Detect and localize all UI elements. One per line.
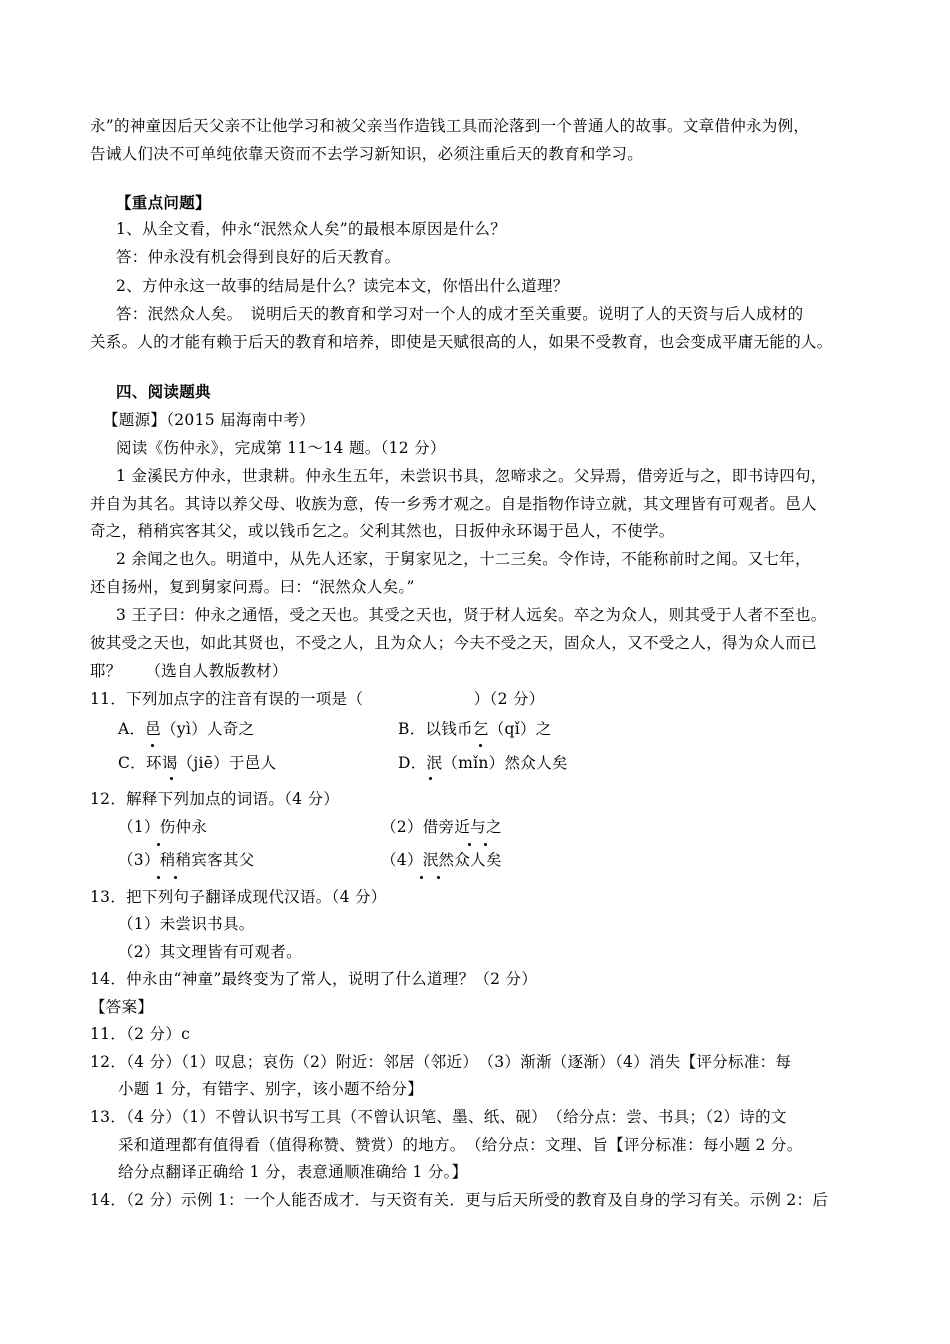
reading-instruction: 阅读《伤仲永》，完成第 11～14 题。（12 分） bbox=[116, 439, 446, 457]
emphasis-dot bbox=[157, 843, 160, 846]
emphasis-dot bbox=[157, 876, 160, 879]
emphasis-dot bbox=[420, 876, 423, 879]
answer-12-line-1: 12．（4 分）（1）叹息；哀伤（2）附近：邻居（邻近） （3）渐渐（逐渐）（4）消失【评分标准：每 bbox=[90, 1053, 792, 1071]
passage-p1-line-2: 并自为其名。其诗以养父母、收族为意，传一乡秀才观之。自是指物作诗立就，其文理皆有可观者。邑人 bbox=[90, 495, 817, 513]
key-answer-1: 答：仲永没有机会得到良好的后天教育。 bbox=[116, 248, 401, 266]
key-question-2: 2、方仲永这一故事的结局是什么？读完本文，你悟出什么道理？ bbox=[116, 277, 569, 295]
question-13: 13．把下列句子翻译成现代汉语。（4 分） bbox=[90, 888, 387, 906]
passage-p1-line-3: 奇之，稍稍宾客其父，或以钱币乞之。父利其然也，日扳仲永环谒于邑人，不使学。 bbox=[90, 522, 675, 540]
passage-p3-line-3: 耶？ （选自人教版教材） bbox=[90, 662, 288, 680]
passage-p2-line-1: 2 余闻之也久。明道中，从先人还家，于舅家见之，十二三矣。令作诗，不能称前时之闻。又七年， bbox=[116, 550, 811, 568]
question-12-item-2: （2）借旁近与之 bbox=[381, 818, 502, 836]
question-11: 11．下列加点字的注音有误的一项是（ ）（2 分） bbox=[90, 690, 545, 708]
question-14: 14．仲永由“神童”最终变为了常人，说明了什么道理？（2 分） bbox=[90, 970, 538, 988]
question-11-option-a: A．邑（yì）人奇之 bbox=[118, 720, 255, 738]
reading-source: 【题源】（2015 届海南中考） bbox=[103, 411, 315, 429]
emphasis-dot bbox=[151, 744, 154, 747]
answers-heading: 【答案】 bbox=[90, 998, 154, 1016]
intro-line-2: 告诫人们决不可单纯依靠天资而不去学习新知识，必须注重后天的教育和学习。 bbox=[90, 145, 644, 163]
emphasis-dot bbox=[484, 843, 487, 846]
question-11-option-c: C．环谒（jiē）于邑人 bbox=[118, 754, 277, 772]
passage-p3-line-1: 3 王子曰：仲永之通悟，受之天也。其受之天也，贤于材人远矣。卒之为众人，则其受于人者不至也。 bbox=[116, 606, 827, 624]
question-12-item-3: （3）稍稍宾客其父 bbox=[118, 851, 255, 869]
intro-line-1: 永”的神童因后天父亲不让他学习和被父亲当作造钱工具而沦落到一个普通人的故事。文章借仲永为例， bbox=[90, 117, 810, 135]
question-11-option-b: B．以钱币乞（qǐ）之 bbox=[398, 720, 552, 738]
emphasis-dot bbox=[429, 777, 432, 780]
emphasis-dot bbox=[170, 777, 173, 780]
question-12-item-1: （1）伤仲永 bbox=[118, 818, 208, 836]
answer-14-line-1: 14．（2 分）示例 1：一个人能否成才．与天资有关．更与后天所受的教育及自身的学习有关。示例 2：后 bbox=[90, 1191, 829, 1209]
emphasis-dot bbox=[468, 843, 471, 846]
key-questions-heading: 【重点问题】 bbox=[116, 194, 211, 212]
passage-p3-line-2: 彼其受之天也，如此其贤也，不受之人，且为众人；今夫不受之天，固众人，又不受之人，得为众人而已 bbox=[90, 634, 817, 652]
question-12-item-4: （4）泯然众人矣 bbox=[381, 851, 502, 869]
emphasis-dot bbox=[174, 876, 177, 879]
answer-13-line-3: 给分点翻译正确给 1 分，表意通顺准确给 1 分。】 bbox=[118, 1163, 468, 1181]
answer-13-line-1: 13．（4 分）（1）不曾认识书写工具（不曾认识笔、墨、纸、砚） （给分点：尝、书具；（2）诗的文 bbox=[90, 1108, 787, 1126]
emphasis-dot bbox=[479, 744, 482, 747]
emphasis-dot bbox=[437, 876, 440, 879]
passage-p2-line-2: 还自扬州，复到舅家问焉。曰：“泯然众人矣。” bbox=[90, 578, 415, 596]
question-12: 12．解释下列加点的词语。（4 分） bbox=[90, 790, 340, 808]
reading-heading: 四、阅读题典 bbox=[116, 383, 211, 401]
question-11-option-d: D．泯（mǐn）然众人矣 bbox=[398, 754, 568, 772]
answer-13-line-2: 采和道理都有值得看（值得称赞、赞赏）的地方。 （给分点：文理、旨【评分标准：每小题 2 分。 bbox=[118, 1136, 803, 1154]
key-answer-2-line-2: 关系。人的才能有赖于后天的教育和培养，即使是天赋很高的人，如果不受教育，也会变成平庸无能的人。 bbox=[90, 333, 833, 351]
key-answer-2-line-1: 答：泯然众人矣。 说明后天的教育和学习对一个人的成才至关重要。说明了人的天资与后人成材的 bbox=[116, 305, 804, 323]
passage-p1-line-1: 1 金溪民方仲永，世隶耕。仲永生五年，未尝识书具，忽啼求之。父异焉，借旁近与之，即书诗四句， bbox=[116, 467, 827, 485]
answer-11: 11．（2 分）c bbox=[90, 1025, 191, 1043]
key-question-1: 1、从全文看，仲永“泯然众人矣”的最根本原因是什么？ bbox=[116, 220, 507, 238]
answer-12-line-2: 小题 1 分，有错字、别字，该小题不给分】 bbox=[118, 1080, 424, 1098]
question-13-item-2: （2）其文理皆有可观者。 bbox=[118, 943, 302, 961]
question-13-item-1: （1）未尝识书具。 bbox=[118, 915, 255, 933]
